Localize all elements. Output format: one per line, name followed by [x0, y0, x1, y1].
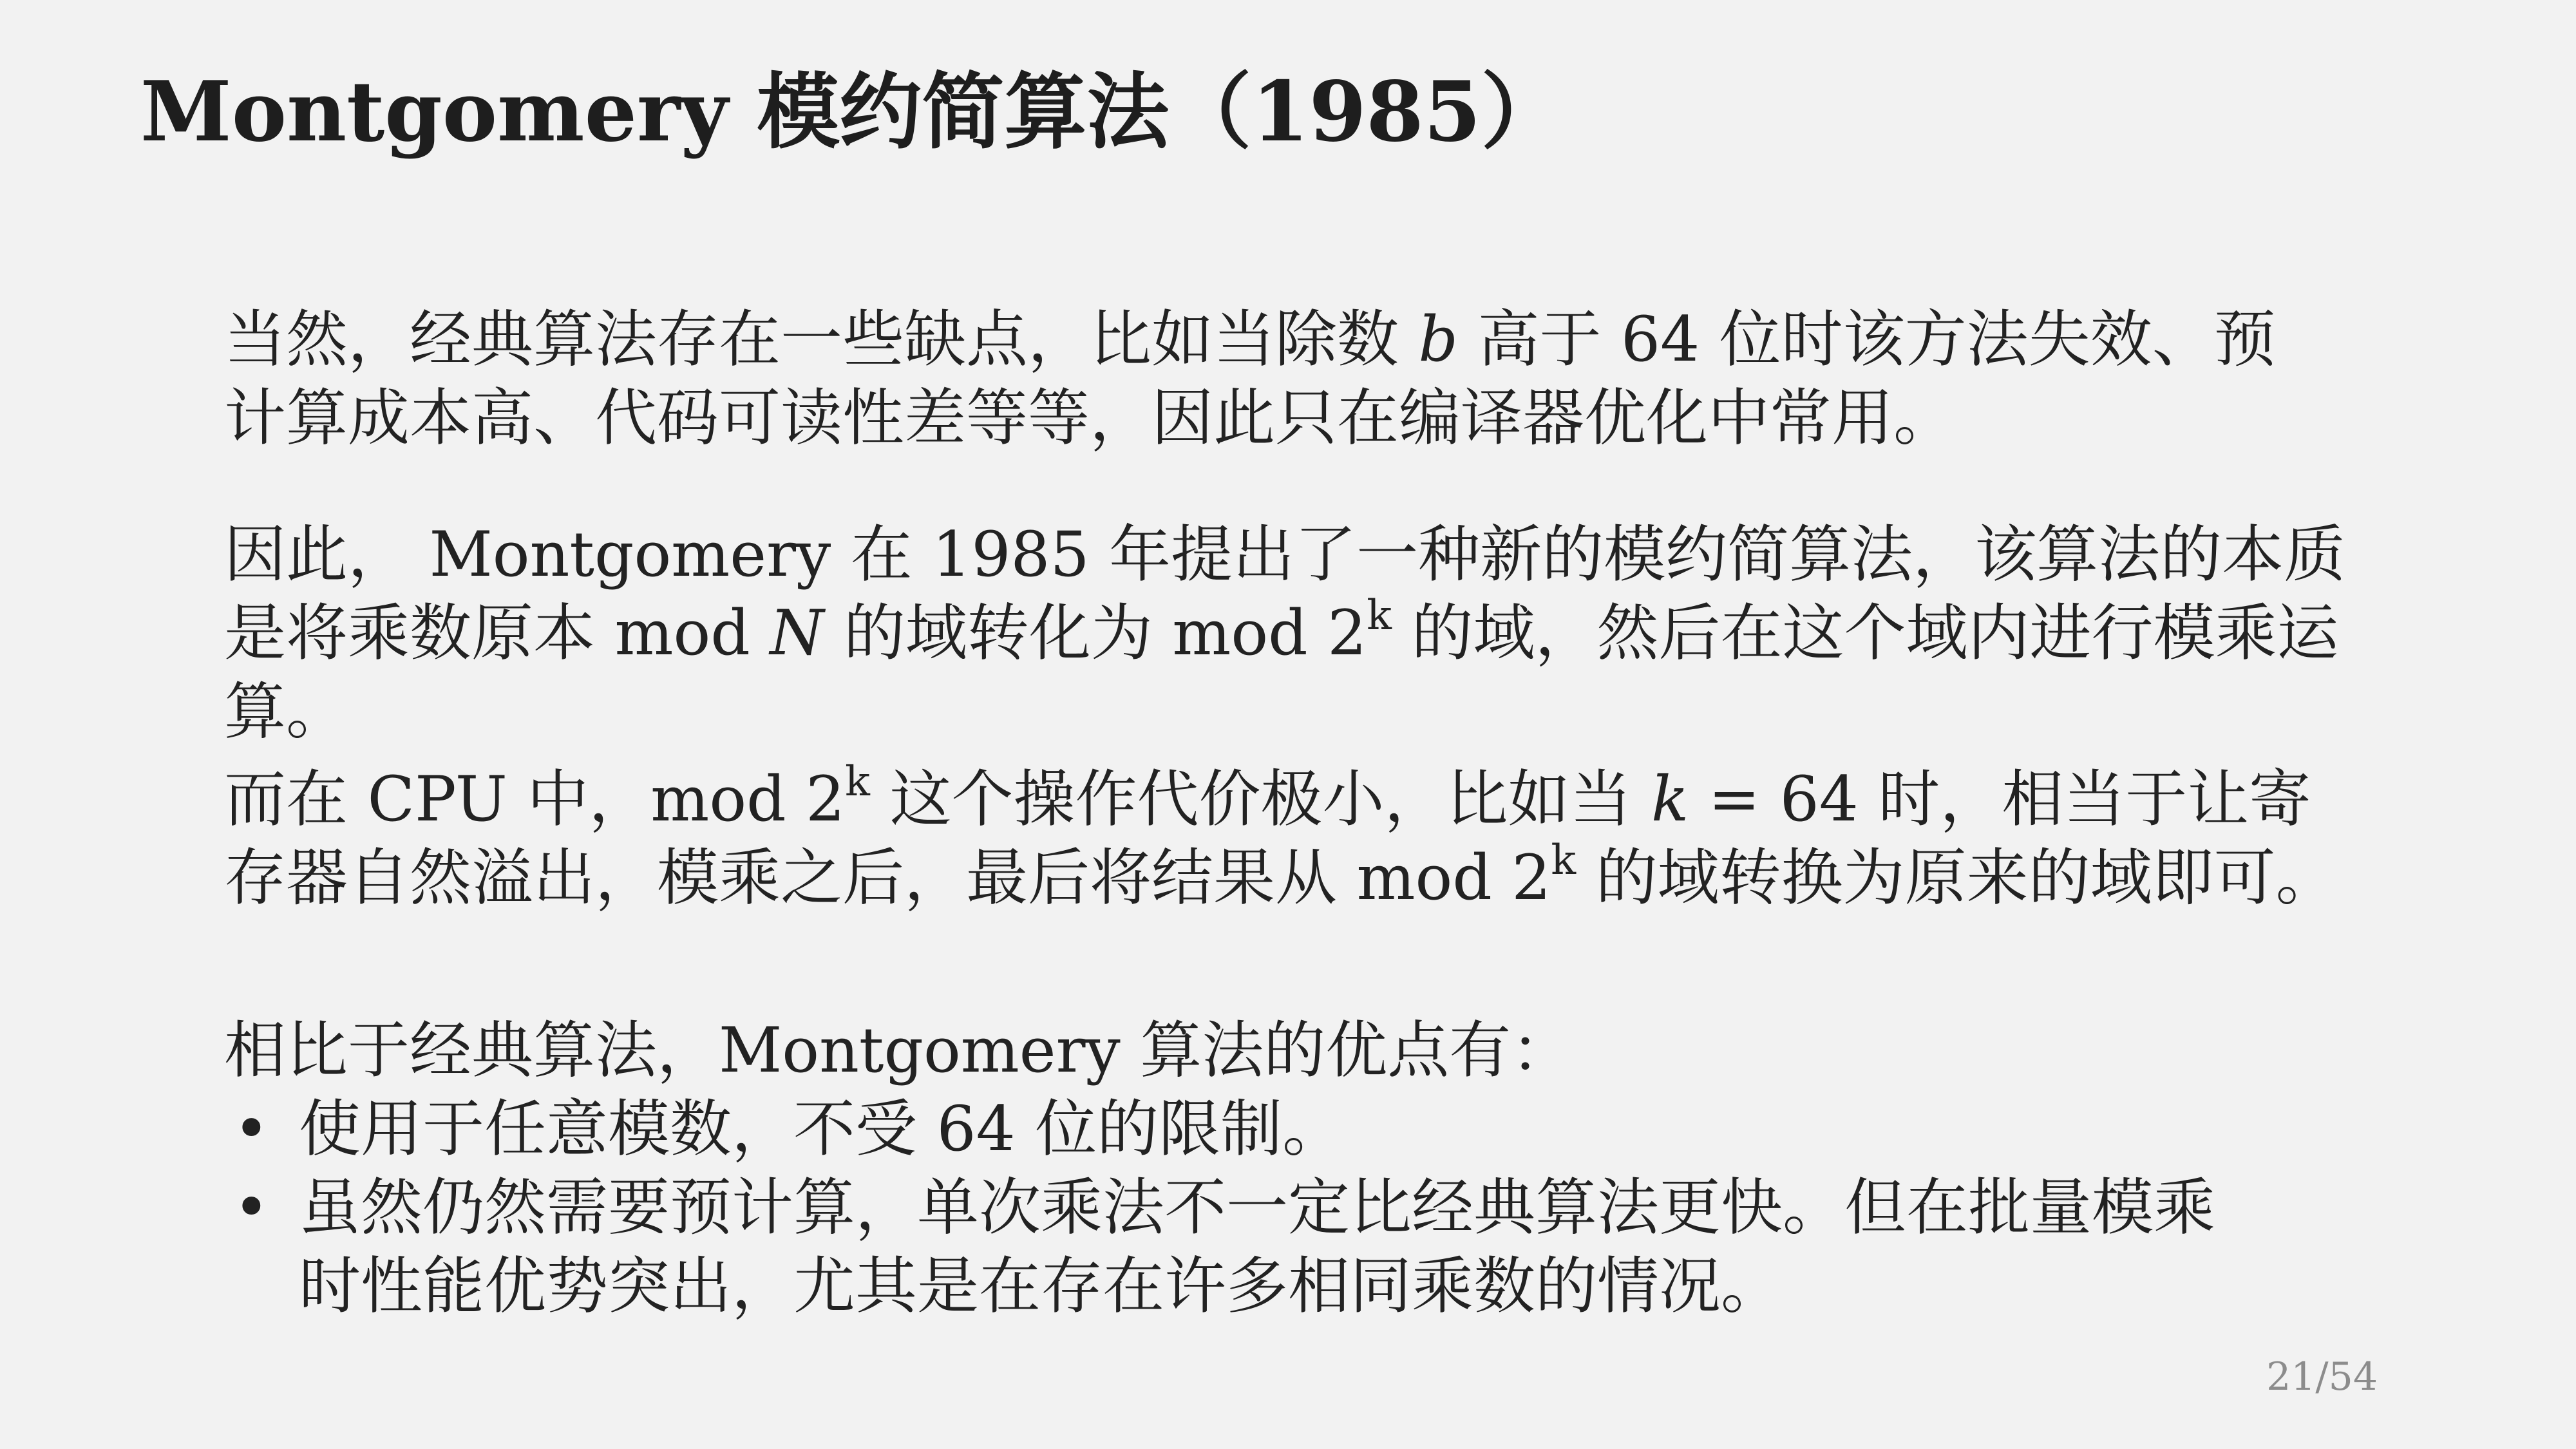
paragraph-advantages: [224, 1011, 2446, 1325]
text-span: 是将乘数原本 mod: [224, 597, 770, 669]
text-line: 时性能优势突出，尤其是在存在许多相同乘数的情况。: [299, 1250, 1783, 1322]
text-span: 存器自然溢出，模乘之后，最后将结果从 mod 2: [224, 842, 1551, 914]
page-number: 21/54: [2266, 1354, 2378, 1399]
text-line: [224, 760, 2446, 838]
math-superscript: k: [1367, 592, 1392, 639]
advantages-intro: 相比于经典算法，Montgomery 算法的优点有：: [224, 1014, 1573, 1086]
text-line: 虽然仍然需要预计算，单次乘法不一定比经典算法更快。但在批量模乘: [299, 1171, 2215, 1244]
text-line: 因此， Montgomery 在 1985 年提出了一种新的模约简算法，该算法的本质: [224, 518, 2346, 591]
text-line: [224, 594, 2446, 672]
math-variable: b: [1418, 303, 1458, 375]
text-line: 计算成本高、代码可读性差等等，因此只在编译器优化中常用。: [224, 382, 1955, 454]
text-line: 使用于任意模数，不受 64 位的限制。: [299, 1093, 1345, 1165]
text-span: 当然，经典算法存在一些缺点，比如当除数: [224, 303, 1419, 375]
text-span: 的域转化为 mod 2: [824, 597, 1367, 669]
advantages-list: [224, 1090, 2446, 1325]
paragraph-classic-drawbacks: [224, 300, 2446, 457]
paragraph-cpu-overflow: [224, 760, 2446, 917]
paragraph-montgomery-intro: [224, 515, 2446, 751]
math-variable: N: [770, 597, 824, 669]
text-span: 这个操作代价极小，比如当: [869, 763, 1651, 835]
text-line: 算。: [224, 676, 348, 748]
text-span: 而在 CPU 中，mod 2: [224, 763, 846, 835]
list-item: [224, 1168, 2446, 1325]
list-item: [224, 1090, 2446, 1168]
text-span: 的域，然后在这个域内进行模乘运: [1392, 597, 2339, 669]
text-span: 高于 64 位时该方法失效、预: [1457, 303, 2276, 375]
text-span: = 64 时，相当于让寄: [1689, 763, 2311, 835]
bullet-icon: •: [233, 1171, 270, 1244]
math-superscript: k: [845, 758, 870, 806]
text-line: [224, 838, 2446, 917]
slide-title: Montgomery 模约简算法（1985）: [140, 64, 1564, 160]
bullet-icon: •: [233, 1093, 270, 1165]
text-line: [224, 300, 2446, 379]
math-variable: k: [1651, 763, 1689, 835]
text-span: 的域转换为原来的域即可。: [1576, 842, 2338, 914]
math-superscript: k: [1551, 837, 1577, 884]
